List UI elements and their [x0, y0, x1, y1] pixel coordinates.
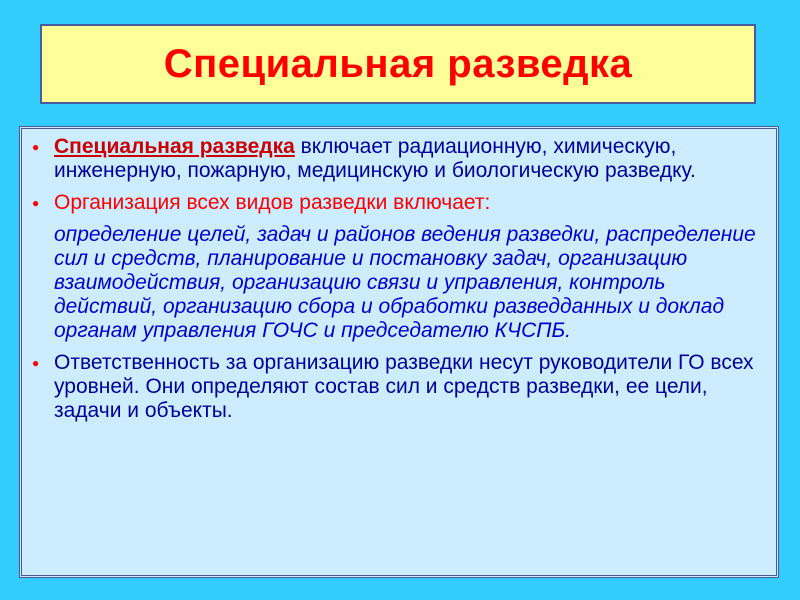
bullet-icon: ●: [32, 140, 40, 154]
sub-list-text: определение целей, задач и районов ведения разведки, распределение сил и средств, планирование и постановку задач, организацию взаимодействия, организацию связи и управления, контроль действий, организацию сбора и обработки разведданных и доклад органам управления ГОЧС и председателю КЧСПБ.: [54, 223, 756, 342]
bullet-icon: ●: [32, 196, 40, 210]
title-box: [40, 24, 756, 104]
list-item-text: Организация всех видов разведки включает:: [54, 191, 491, 214]
bullet-icon: ●: [32, 356, 40, 370]
list-item: [28, 191, 762, 215]
slide-title: Специальная разведка: [163, 41, 633, 86]
list-item-body: включает радиационную, химическую, инженерную, пожарную, медицинскую и биологическую разведку.: [54, 135, 696, 182]
list-item: [28, 351, 762, 423]
list-item-text: [54, 135, 762, 183]
content-box: [19, 126, 779, 578]
list-item: [28, 135, 762, 183]
list-item-text: Ответственность за организацию разведки несут руководители ГО всех уровней. Они определяют состав сил и средств разведки, ее цели, задачи и объекты.: [54, 351, 754, 422]
term-link: Специальная разведка: [54, 135, 295, 158]
